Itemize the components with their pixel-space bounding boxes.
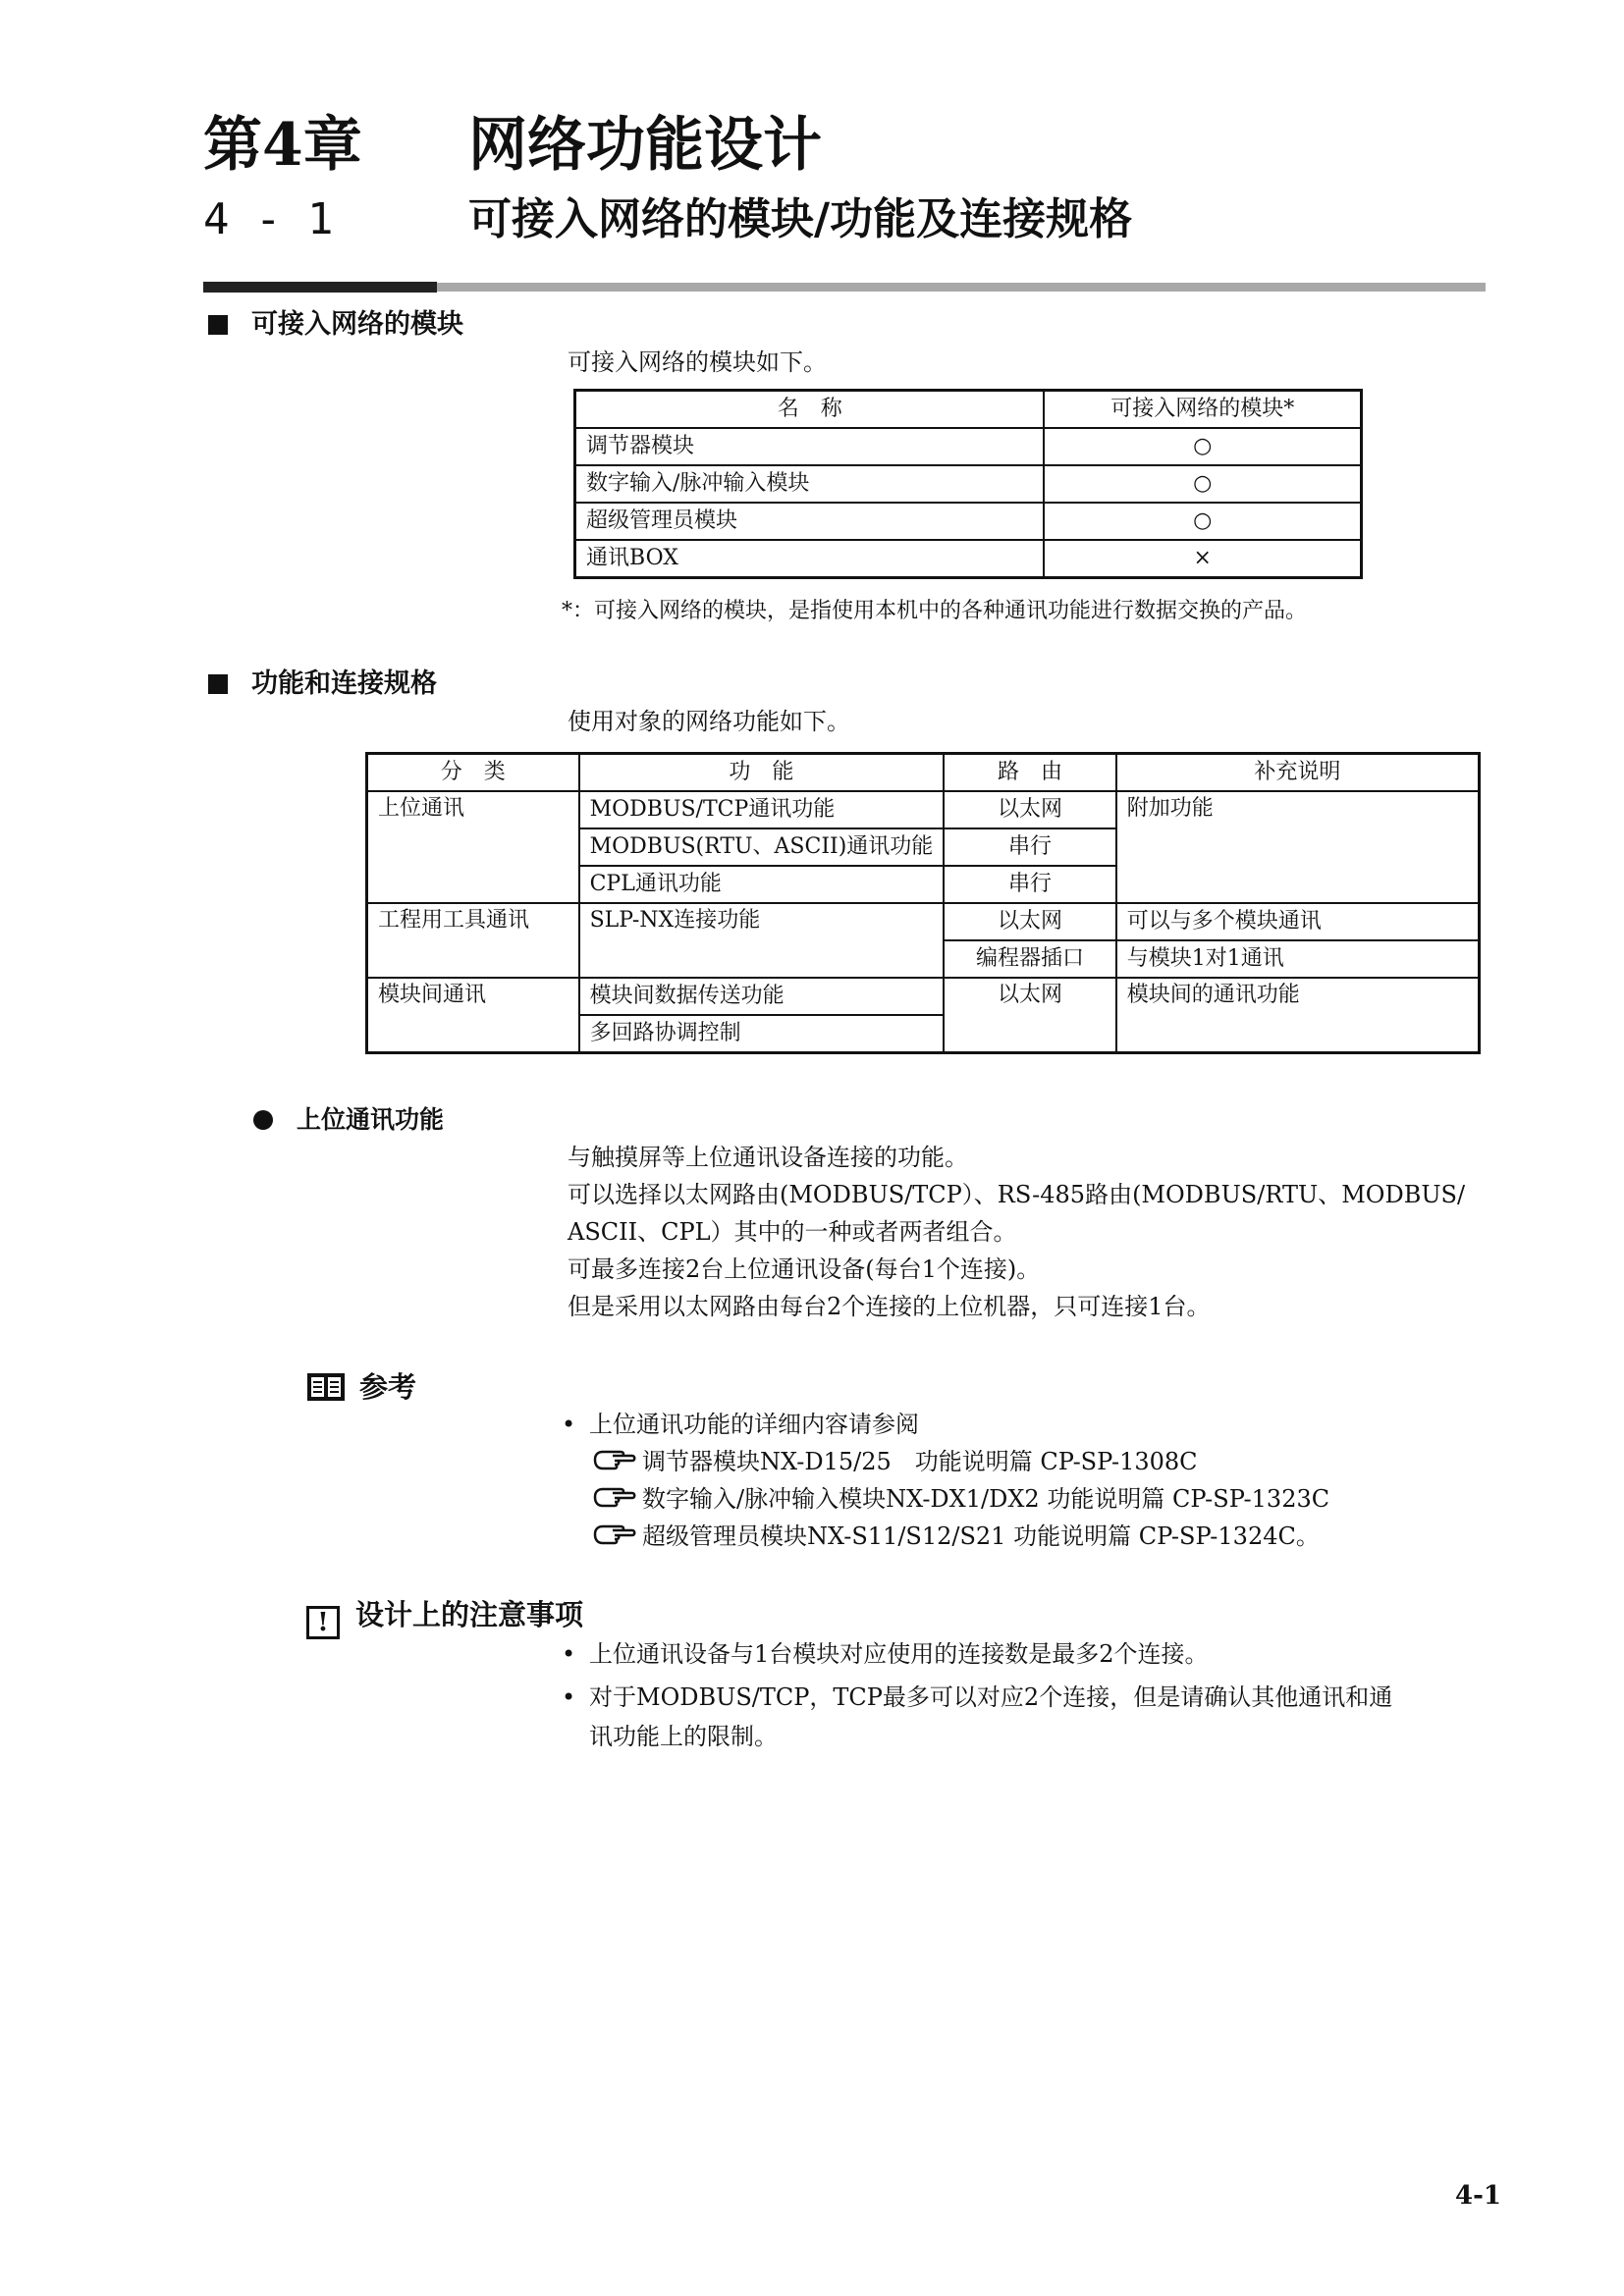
reference-link[interactable]: 数字输入/脉冲输入模块NX-DX1/DX2 功能说明篇 CP-SP-1323C <box>593 1482 1329 1516</box>
bullet-dot: • <box>562 1411 576 1438</box>
page-number: 4-1 <box>1455 2181 1501 2211</box>
table-cell-function: MODBUS/TCP通讯功能 <box>579 791 945 828</box>
chapter-title <box>203 110 822 181</box>
table-header-cell: 功 能 <box>579 754 945 792</box>
table-header-row <box>367 754 1480 792</box>
chapter-name: 网络功能设计 <box>468 111 822 180</box>
host-comm-heading: 上位通讯功能 <box>253 1103 444 1137</box>
reference-bullet: • 上位通讯功能的详细内容请参阅 <box>562 1408 919 1441</box>
caution-bullet-continuation: 讯功能上的限制。 <box>589 1723 778 1750</box>
square-bullet-icon <box>208 315 228 335</box>
table-cell-function: CPL通讯功能 <box>579 866 945 903</box>
section-number: 4 - 1 <box>203 194 334 244</box>
chapter-number: 第4章 <box>203 111 362 180</box>
pointing-hand-icon <box>593 1446 636 1473</box>
section-title <box>203 192 1132 247</box>
table-row <box>367 791 1480 828</box>
book-icon <box>306 1371 346 1403</box>
table-cell-category: 工程用工具通讯 <box>367 903 579 978</box>
table-cell-function: 多回路协调控制 <box>579 1015 945 1053</box>
host-comm-line: 与触摸屏等上位通讯设备连接的功能。 <box>568 1144 968 1171</box>
table-cell: × <box>1044 540 1361 578</box>
table-cell-route: 串行 <box>944 828 1115 866</box>
table-cell-category: 模块间通讯 <box>367 978 579 1053</box>
table-cell: ○ <box>1044 465 1361 503</box>
spec-heading: 功能和连接规格 <box>208 667 437 701</box>
host-comm-line: ASCII、CPL）其中的一种或者两者组合。 <box>568 1218 1017 1246</box>
modules-intro: 可接入网络的模块如下。 <box>568 348 827 376</box>
modules-footnote: *：可接入网络的模块，是指使用本机中的各种通讯功能进行数据交换的产品。 <box>562 599 1308 623</box>
modules-heading: 可接入网络的模块 <box>208 308 463 342</box>
table-header-cell: 路 由 <box>944 754 1115 792</box>
table-row <box>575 503 1362 540</box>
table-cell: 通讯BOX <box>575 540 1045 578</box>
host-comm-line: 可最多连接2台上位通讯设备(每台1个连接)。 <box>568 1255 1041 1283</box>
table-header-row <box>575 391 1362 429</box>
table-cell-note: 与模块1对1通讯 <box>1116 940 1480 978</box>
caution-heading: ! 设计上的注意事项 <box>306 1598 583 1639</box>
title-rule-gray <box>437 283 1486 292</box>
table-cell-route: 串行 <box>944 866 1115 903</box>
reference-link[interactable]: 调节器模块NX-D15/25 功能说明篇 CP-SP-1308C <box>593 1445 1198 1478</box>
title-rule-dark <box>203 282 437 293</box>
table-cell-route: 以太网 <box>944 978 1115 1053</box>
table-cell: 调节器模块 <box>575 428 1045 465</box>
table-cell-route: 以太网 <box>944 903 1115 940</box>
spec-table <box>365 752 1481 1054</box>
table-cell: 超级管理员模块 <box>575 503 1045 540</box>
exclamation-box-icon: ! <box>306 1606 340 1639</box>
caution-bullet: • 对于MODBUS/TCP，TCP最多可以对应2个连接，但是请确认其他通讯和通 <box>562 1681 1392 1714</box>
table-header-cell: 可接入网络的模块* <box>1044 391 1361 429</box>
table-cell-note: 可以与多个模块通讯 <box>1116 903 1480 940</box>
circle-bullet-icon <box>253 1110 273 1130</box>
table-row <box>575 465 1362 503</box>
table-row <box>367 903 1480 940</box>
table-cell-note: 附加功能 <box>1116 791 1480 903</box>
table-cell-route: 以太网 <box>944 791 1115 828</box>
table-cell-category: 上位通讯 <box>367 791 579 903</box>
table-header-cell: 补充说明 <box>1116 754 1480 792</box>
table-cell-function: SLP-NX连接功能 <box>579 903 945 978</box>
table-cell-function: 模块间数据传送功能 <box>579 978 945 1015</box>
table-cell-note: 模块间的通讯功能 <box>1116 978 1480 1053</box>
table-cell-function: MODBUS(RTU、ASCII)通讯功能 <box>579 828 945 866</box>
spec-intro: 使用对象的网络功能如下。 <box>568 708 850 735</box>
table-row <box>575 540 1362 578</box>
modules-table <box>573 389 1363 579</box>
caution-bullet: • 上位通讯设备与1台模块对应使用的连接数是最多2个连接。 <box>562 1637 1209 1671</box>
bullet-dot: • <box>562 1640 576 1668</box>
table-row <box>575 428 1362 465</box>
host-comm-line: 但是采用以太网路由每台2个连接的上位机器，只可连接1台。 <box>568 1293 1211 1320</box>
table-header-cell: 分 类 <box>367 754 579 792</box>
bullet-dot: • <box>562 1683 576 1711</box>
table-cell-route: 编程器插口 <box>944 940 1115 978</box>
table-row <box>367 978 1480 1015</box>
host-comm-line: 可以选择以太网路由(MODBUS/TCP）、RS-485路由(MODBUS/RTU、MODBUS/ <box>568 1181 1466 1208</box>
table-cell: 数字输入/脉冲输入模块 <box>575 465 1045 503</box>
table-header-cell: 名 称 <box>575 391 1045 429</box>
section-name: 可接入网络的模块/功能及连接规格 <box>468 194 1133 244</box>
table-cell: ○ <box>1044 503 1361 540</box>
reference-link[interactable]: 超级管理员模块NX-S11/S12/S21 功能说明篇 CP-SP-1324C。 <box>593 1520 1320 1553</box>
reference-heading: 参考 <box>306 1370 416 1404</box>
table-cell: ○ <box>1044 428 1361 465</box>
square-bullet-icon <box>208 674 228 694</box>
pointing-hand-icon <box>593 1521 636 1548</box>
pointing-hand-icon <box>593 1483 636 1511</box>
